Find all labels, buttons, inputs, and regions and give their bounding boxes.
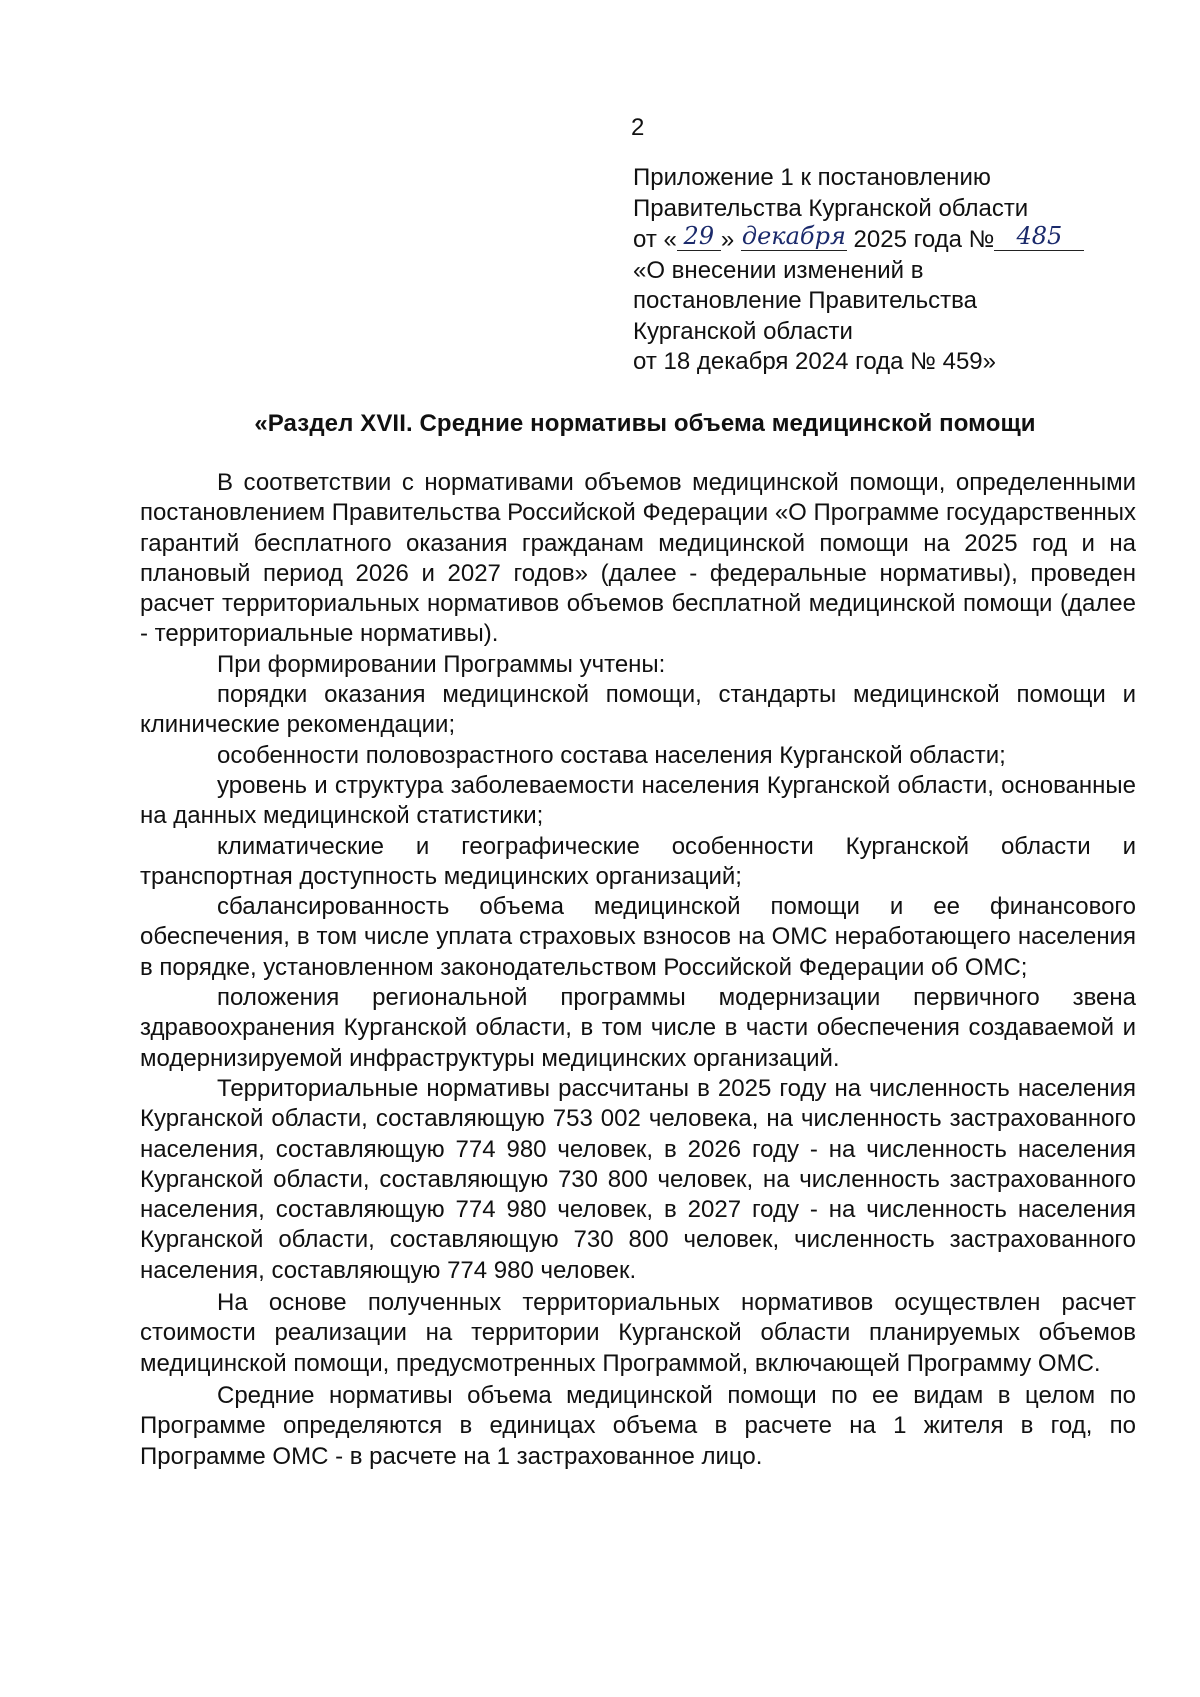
appendix-line-4: «О внесении изменений в (633, 256, 924, 284)
document-body (140, 468, 1136, 1472)
date-month-blank (741, 224, 847, 251)
appendix-line-2: Правительства Курганской области (633, 194, 1029, 222)
appendix-line-5: постановление Правительства (633, 287, 977, 314)
paragraph: Средние нормативы объема медицинской помощи по ее видам в целом по Программе определяются в единицах объема в расчете на 1 жителя в год, по Программе ОМС - в расчете на 1 застрахованное лицо. (140, 1381, 1136, 1470)
date-prefix: от « (633, 226, 677, 253)
appendix-date-line (633, 224, 1153, 256)
handwritten-day: 29 (683, 222, 715, 250)
appendix-line-6: Курганской области (633, 317, 853, 345)
paragraph: Территориальные нормативы рассчитаны в 2025 году на численность населения Курганской области, составляющую 753 002 человека, на численность застрахованного населения, составляющую 774 980 человек, в 2026 году - на численность населения Курганской области, составляющую 730 800 человек, на численность застрахованного населения, составляющую 774 980 человек, в 2027 году - на численность населения Курганской области, составляющую 730 800 человек, численность застрахованного населения, составляющую 774 980 человек. (140, 1074, 1136, 1284)
handwritten-month: декабря (741, 222, 846, 250)
paragraph: порядки оказания медицинской помощи, стандарты медицинской помощи и клинические рекомендации; (140, 681, 1136, 739)
paragraph: сбалансированность объема медицинской помощи и ее финансового обеспечения, в том числе уплата страховых взносов на ОМС неработающего населения в порядке, установленном законодательством Российской Федерации об ОМС; (140, 893, 1136, 981)
paragraph: климатические и географические особенности Курганской области и транспортная доступность медицинских организаций; (140, 832, 1136, 890)
paragraph: В соответствии с нормативами объемов медицинской помощи, определенными постановлением Правительства Российской Федерации «О Программе государственных гарантий бесплатного оказания гражданам медицинской помощи на 2025 год и на плановый период 2026 и 2027 годов» (далее - федеральные нормативы), проведен расчет территориальных нормативов объемов бесплатной медицинской помощи (далее - территориальные нормативы). (140, 469, 1136, 648)
date-mid: » (720, 226, 735, 253)
paragraph: особенности половозрастного состава населения Курганской области; (217, 741, 1006, 769)
document-number-blank (994, 224, 1084, 251)
paragraph: На основе полученных территориальных нормативов осуществлен расчет стоимости реализации на территории Курганской области планируемых объемов медицинской помощи, предусмотренных Программой, включающей Программу ОМС. (140, 1289, 1136, 1377)
paragraph: уровень и структура заболеваемости населения Курганской области, основанные на данных медицинской статистики; (140, 771, 1136, 830)
date-year: 2025 года № (853, 226, 995, 253)
page-number: 2 (631, 114, 645, 141)
appendix-line-7: от 18 декабря 2024 года № 459» (633, 348, 996, 375)
appendix-line-1: Приложение 1 к постановлению (633, 164, 991, 191)
handwritten-number: 485 (1016, 222, 1063, 250)
section-heading: «Раздел XVII. Средние нормативы объема медицинской помощи (254, 410, 1036, 437)
appendix-block (633, 163, 1153, 378)
paragraph: положения региональной программы модернизации первичного звена здравоохранения Курганской области, в том числе в части обеспечения создаваемой и модернизируемой инфраструктуры медицинских организаций. (140, 984, 1136, 1072)
date-day-blank (677, 224, 721, 251)
paragraph: При формировании Программы учтены: (217, 650, 666, 678)
